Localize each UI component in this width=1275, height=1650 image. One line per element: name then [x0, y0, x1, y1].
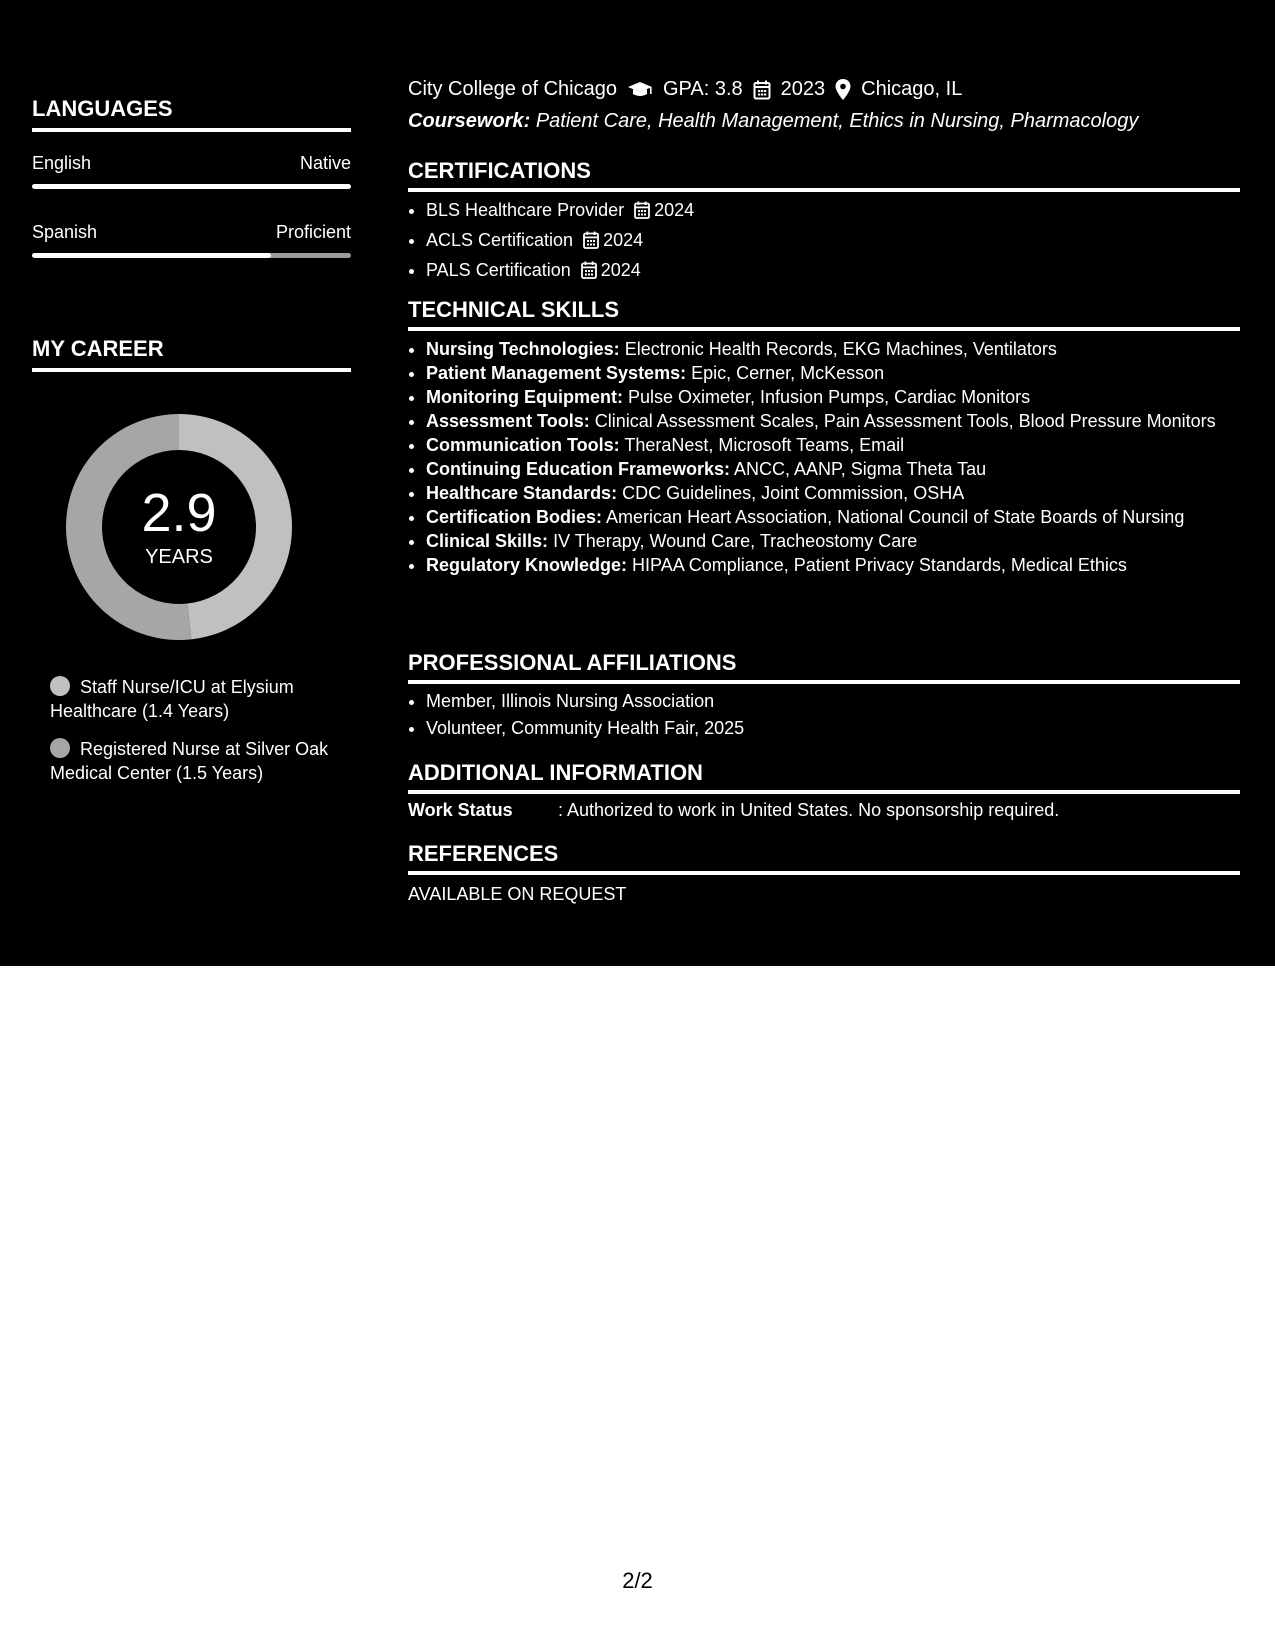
certifications-heading: CERTIFICATIONS [408, 158, 1240, 192]
skill-value: Epic, Cerner, McKesson [691, 363, 885, 383]
coursework-list: Patient Care, Health Management, Ethics in Nursing, Pharmacology [535, 110, 1139, 132]
skill-item [426, 385, 1258, 409]
skill-value: TheraNest, Microsoft Teams, Email [624, 435, 905, 455]
language-level: Native [299, 153, 351, 173]
coursework-label: Coursework: [408, 110, 531, 132]
skill-label: Nursing Technologies: [426, 339, 620, 359]
skill-value: Electronic Health Records, EKG Machines, Ventilators [624, 339, 1057, 359]
skill-label: Communication Tools: [426, 435, 620, 455]
additional-info-heading: ADDITIONAL INFORMATION [408, 760, 1240, 794]
legend-dot [50, 676, 70, 696]
skill-label: Monitoring Equipment: [426, 387, 623, 407]
skills-list [408, 337, 1258, 577]
calendar-icon [583, 230, 599, 257]
page-number: 2/2 [622, 1568, 653, 1593]
calendar-icon [753, 80, 771, 100]
language-bar-spanish [32, 253, 351, 258]
skill-item [426, 361, 1258, 385]
skill-value: ANCC, AANP, Sigma Theta Tau [734, 459, 987, 479]
certification-year: 2024 [603, 230, 644, 250]
work-status-label: Work Status [408, 800, 513, 820]
career-donut-chart [66, 414, 292, 640]
affiliation-item: • Volunteer, Community Health Fair, 2025 [426, 715, 1258, 742]
language-row-spanish [32, 222, 351, 243]
references-text: AVAILABLE ON REQUEST [408, 884, 627, 904]
skill-label: Clinical Skills: [426, 531, 549, 551]
career-heading: MY CAREER [32, 336, 351, 372]
coursework-line [408, 110, 1138, 133]
certifications-list [408, 197, 1258, 287]
language-level: Proficient [275, 222, 351, 242]
skill-item [426, 481, 1258, 505]
skill-value: IV Therapy, Wound Care, Tracheostomy Care [553, 531, 918, 551]
donut-center [66, 414, 292, 640]
language-bar-english [32, 184, 351, 189]
career-item [50, 737, 330, 785]
affiliations-list [408, 688, 1258, 742]
map-pin-icon [835, 79, 851, 100]
skill-item [426, 409, 1258, 433]
skill-item [426, 433, 1258, 457]
skill-value: Pulse Oximeter, Infusion Pumps, Cardiac Monitors [627, 387, 1031, 407]
school-location: Chicago, IL [861, 78, 963, 100]
certification-item [426, 257, 1258, 287]
skill-label: Continuing Education Frameworks: [426, 459, 731, 479]
school-name: City College of Chicago [408, 78, 617, 100]
certification-item [426, 197, 1258, 227]
certification-year: 2024 [600, 260, 641, 280]
skill-value: CDC Guidelines, Joint Commission, OSHA [622, 483, 965, 503]
work-status-value: : Authorized to work in United States. No sponsorship required. [558, 800, 1060, 820]
career-item [50, 675, 330, 723]
career-years-label: YEARS [145, 545, 213, 568]
career-item-label: Registered Nurse at Silver Oak Medical Center (1.5 Years) [50, 739, 329, 783]
skill-value: American Heart Association, National Council of State Boards of Nursing [606, 507, 1185, 527]
languages-heading: LANGUAGES [32, 96, 351, 132]
calendar-icon [634, 200, 650, 227]
skill-item [426, 529, 1258, 553]
skill-label: Patient Management Systems: [426, 363, 687, 383]
language-name: Spanish [32, 222, 98, 242]
language-bar-fill [32, 184, 351, 189]
skill-label: Healthcare Standards: [426, 483, 618, 503]
affiliation-item: • Member, Illinois Nursing Association [426, 688, 1258, 715]
skill-item [426, 457, 1258, 481]
skill-label: Regulatory Knowledge: [426, 555, 628, 575]
career-item-label: Staff Nurse/ICU at Elysium Healthcare (1.4 Years) [50, 677, 294, 721]
calendar-icon [581, 260, 597, 287]
skill-value: Clinical Assessment Scales, Pain Assessment Tools, Blood Pressure Monitors [594, 411, 1216, 431]
affiliations-heading: PROFESSIONAL AFFILIATIONS [408, 650, 1240, 684]
certification-item [426, 227, 1258, 257]
language-bar-fill [32, 253, 271, 258]
certification-year: 2024 [654, 200, 695, 220]
education-line [408, 78, 962, 101]
skill-label: Certification Bodies: [426, 507, 603, 527]
skill-item [426, 553, 1258, 577]
sidebar [0, 0, 382, 966]
work-status-row [408, 800, 1240, 821]
certification-name: BLS Healthcare Provider [426, 200, 625, 220]
graduation-cap-icon [627, 81, 653, 99]
certification-name: PALS Certification [426, 260, 571, 280]
language-name: English [32, 153, 92, 173]
skills-heading: TECHNICAL SKILLS [408, 297, 1240, 331]
career-total-years: 2.9 [141, 482, 217, 543]
skill-item [426, 505, 1258, 529]
graduation-year: 2023 [780, 78, 826, 100]
skill-item [426, 337, 1258, 361]
skill-label: Assessment Tools: [426, 411, 590, 431]
language-row-english [32, 153, 351, 174]
certification-name: ACLS Certification [426, 230, 574, 250]
skill-value: HIPAA Compliance, Patient Privacy Standards, Medical Ethics [632, 555, 1127, 575]
references-heading: REFERENCES [408, 841, 1240, 875]
gpa: GPA: 3.8 [663, 78, 743, 100]
legend-dot [50, 738, 70, 758]
